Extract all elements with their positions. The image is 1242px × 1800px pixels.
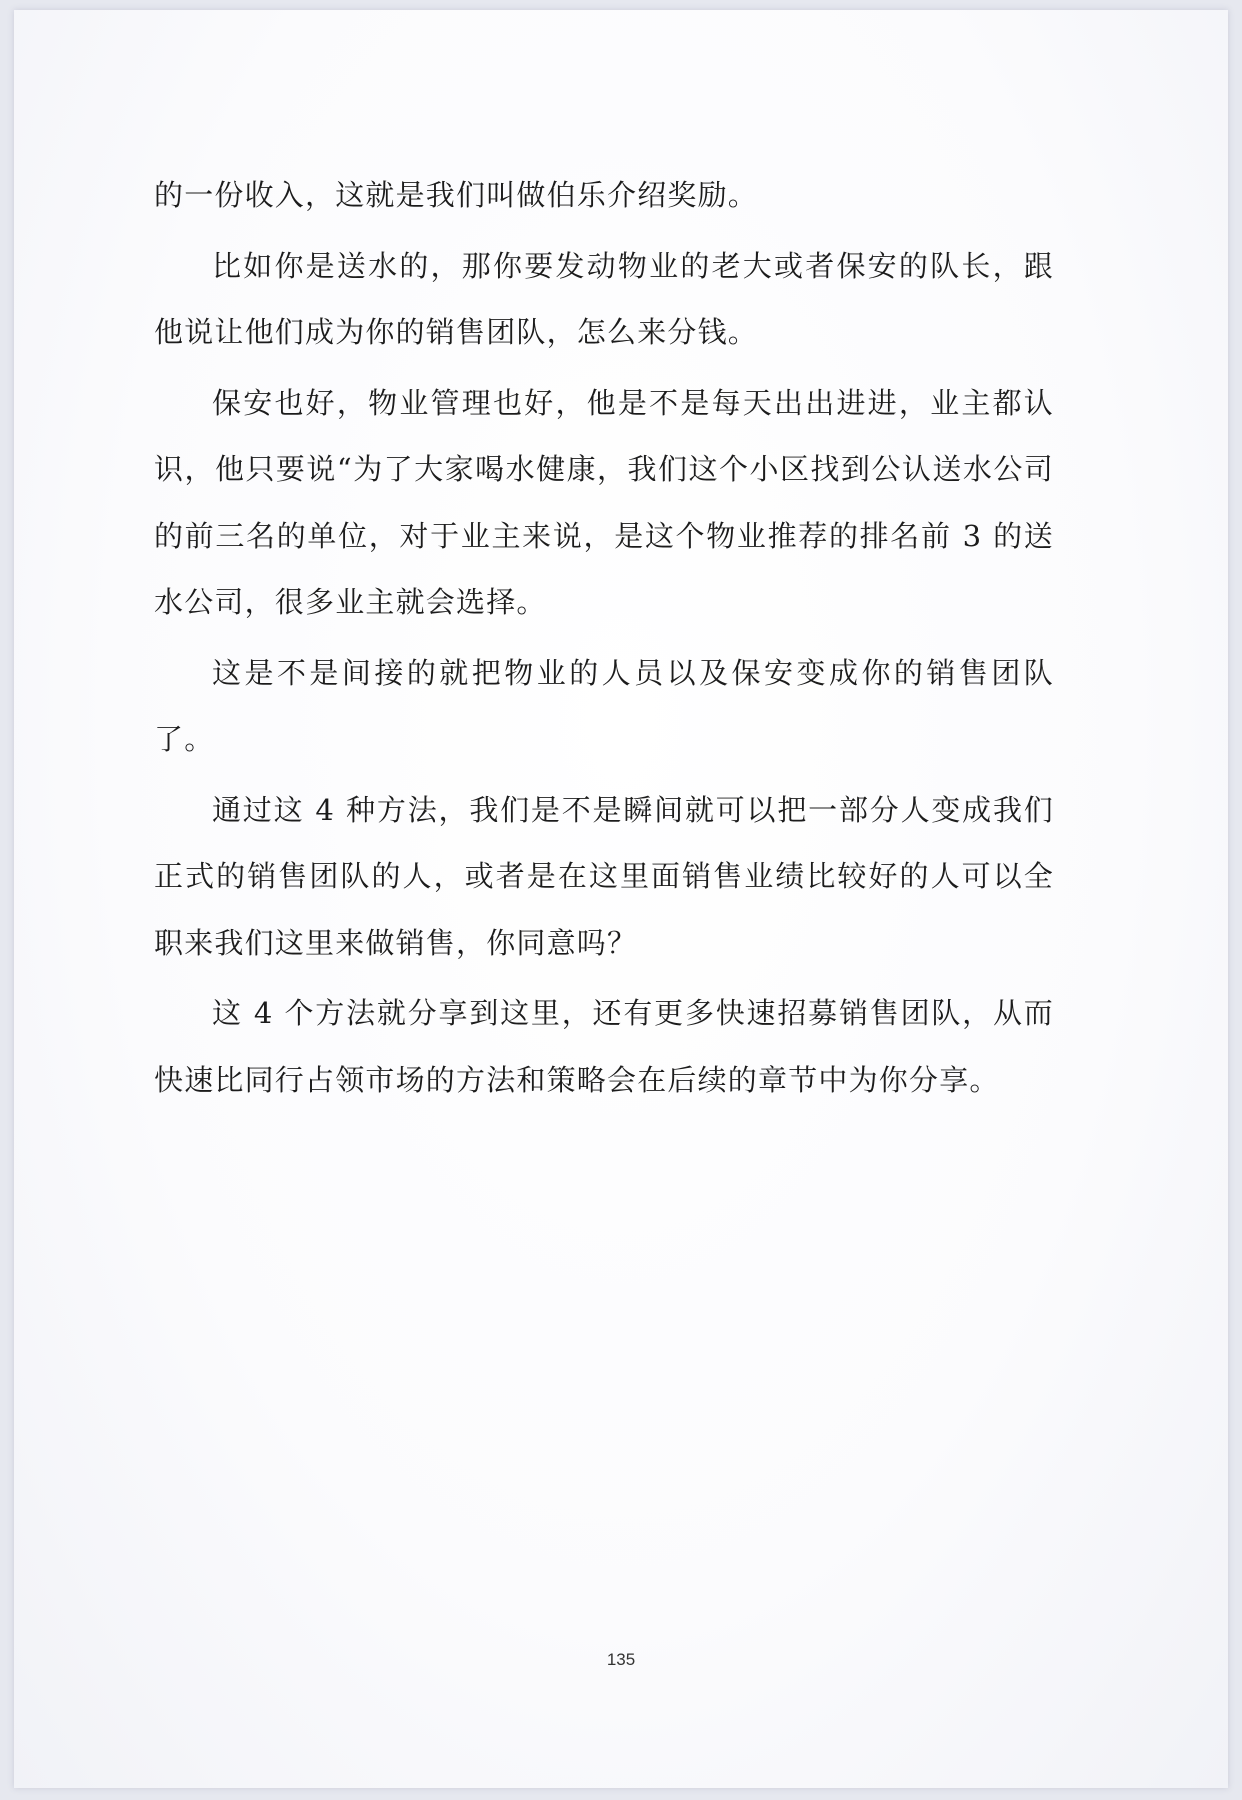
paragraph-6: 这 4 个方法就分享到这里，还有更多快速招募销售团队，从而快速比同行占领市场的方法和策略会在后续的章节中为你分享。 bbox=[154, 996, 1054, 1097]
paragraph-4: 这是不是间接的就把物业的人员以及保安变成你的销售团队了。 bbox=[154, 655, 1054, 756]
paragraph-3: 保安也好，物业管理也好，他是不是每天出出进进，业主都认识，他只要说“为了大家喝水健康，我们这个小区找到公认送水公司的前三名的单位，对于业主来说，是这个物业推荐的排名前 3 的送水公司，很多业主就会选择。 bbox=[154, 385, 1054, 619]
paragraph-1: 的一份收入，这就是我们叫做伯乐介绍奖励。 bbox=[154, 178, 759, 212]
page-number: 135 bbox=[606, 1650, 636, 1669]
paragraph-5: 通过这 4 种方法，我们是不是瞬间就可以把一部分人变成我们正式的销售团队的人，或者是在这里面销售业绩比较好的人可以全职来我们这里来做销售，你同意吗？ bbox=[154, 792, 1054, 960]
document-page bbox=[14, 10, 1228, 1788]
body-text bbox=[154, 162, 1054, 1117]
paragraph-2: 比如你是送水的，那你要发动物业的老大或者保安的队长，跟他说让他们成为你的销售团队，怎么来分钱。 bbox=[154, 248, 1054, 349]
